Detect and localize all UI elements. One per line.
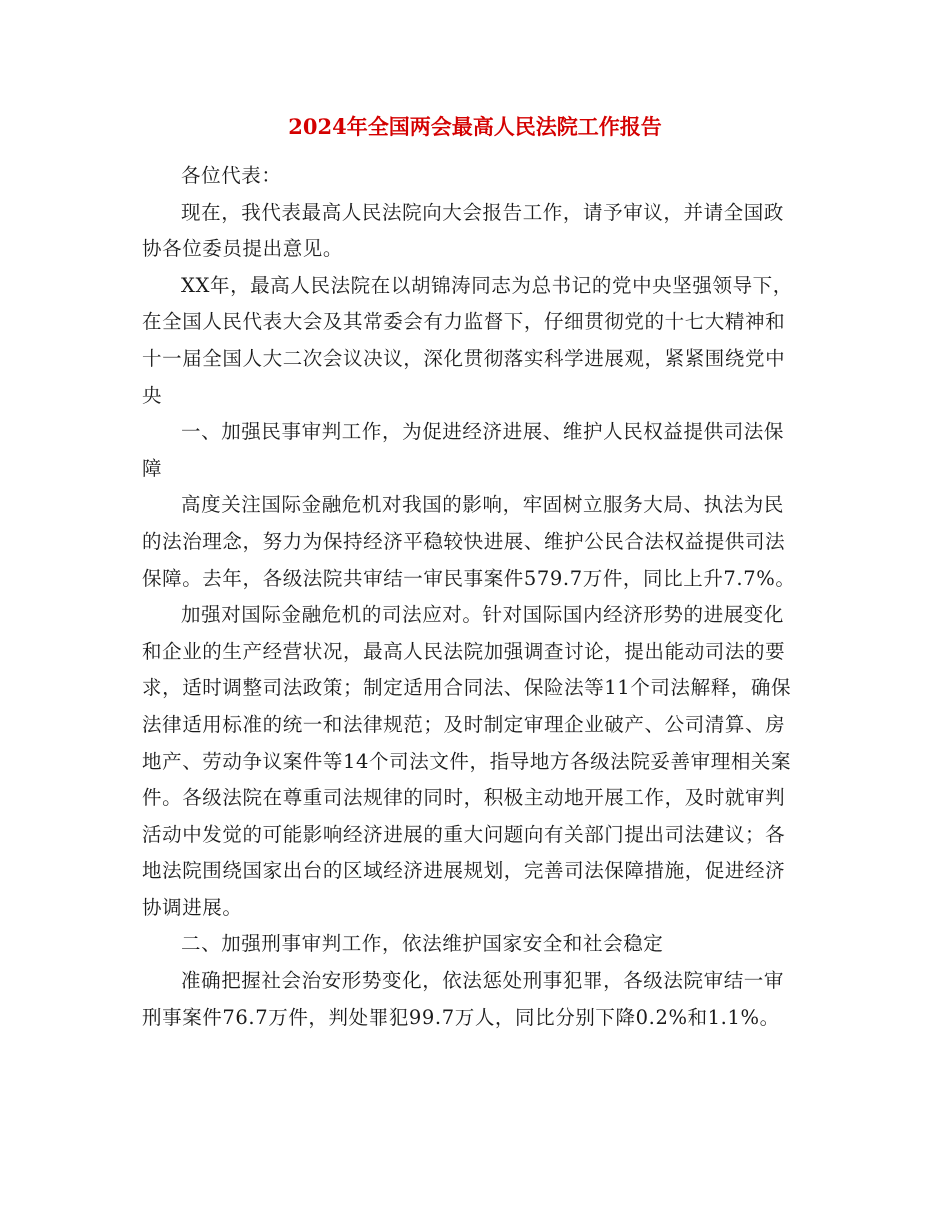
document-body xyxy=(142,158,802,1036)
civil-overview-paragraph: 高度关注国际金融危机对我国的影响，牢固树立服务大局、执法为民的法治理念，努力为保持经济平稳较快进展、维护公民合法权益提供司法保障。去年，各级法院共审结一审民事案件579.7万件，同比上升7.7%。 xyxy=(142,493,796,590)
financial-crisis-paragraph: 加强对国际金融危机的司法应对。针对国际国内经济形势的进展变化和企业的生产经营状况，最高人民法院加强调查讨论，提出能动司法的要求，适时调整司法政策；制定适用合同法、保险法等11个司法解释，确保法律适用标准的统一和法律规范；及时制定审理企业破产、公司清算、房地产、劳动争议案件等14个司法文件，指导地方各级法院妥善审理相关案件。各级法院在尊重司法规律的同时，积极主动地开展工作，及时就审判活动中发觉的可能影响经济进展的重大问题向有关部门提出司法建议；各地法院围绕国家出台的区域经济进展规划，完善司法保障措施，促进经济协调进展。 xyxy=(142,603,792,919)
opening-paragraph: 现在，我代表最高人民法院向大会报告工作，请予审议，并请全国政协各位委员提出意见。 xyxy=(142,200,785,261)
section-heading-criminal: 二、加强刑事审判工作，依法维护国家安全和社会稳定 xyxy=(181,932,664,956)
document-title: 2024年全国两会最高人民法院工作报告 xyxy=(288,114,662,139)
summary-paragraph: XX年，最高人民法院在以胡锦涛同志为总书记的党中央坚强领导下，在全国人民代表大会及其常委会有力监督下，仔细贯彻党的十七大精神和十一届全国人大二次会议决议，深化贯彻落实科学进展观，紧紧围绕党中央 xyxy=(142,273,793,407)
section-heading-civil: 一、加强民事审判工作，为促进经济进展、维护人民权益提供司法保障 xyxy=(142,420,785,480)
criminal-overview-paragraph: 准确把握社会治安形势变化，依法惩处刑事犯罪，各级法院审结一审刑事案件76.7万件，判处罪犯99.7万人，同比分别下降0.2%和1.1%。 xyxy=(142,969,785,1029)
greeting-paragraph: 各位代表： xyxy=(181,164,282,187)
